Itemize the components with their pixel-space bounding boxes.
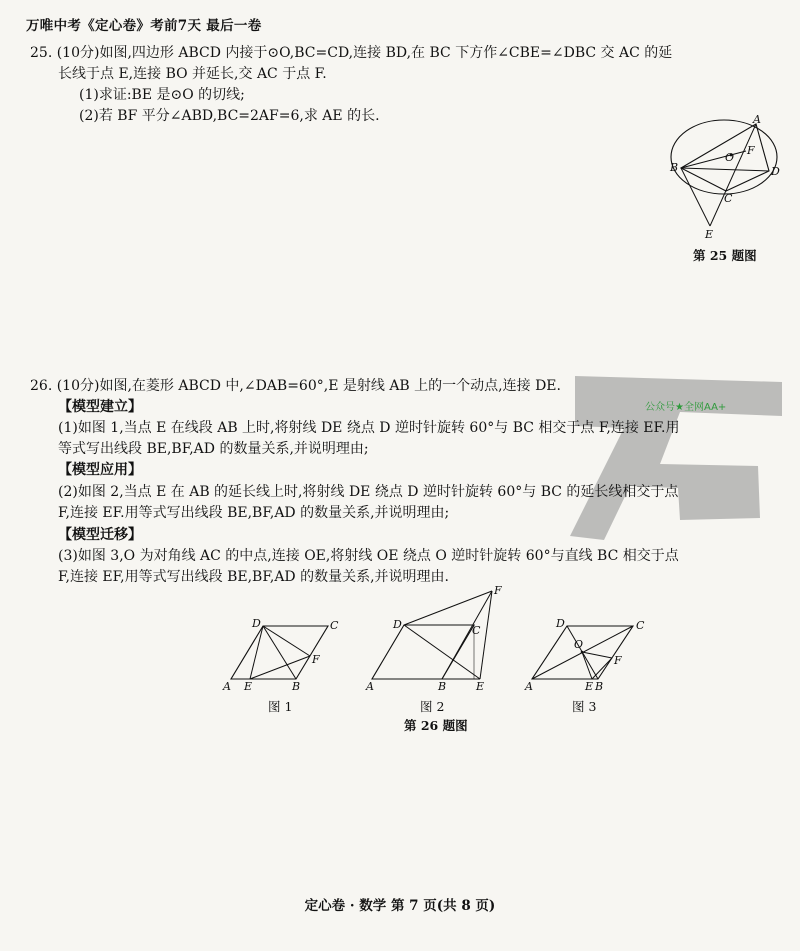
segment-df (404, 591, 492, 625)
q26-figure-1 (220, 612, 340, 694)
label-a: A (366, 680, 374, 693)
label-d: D (556, 617, 565, 630)
label-a: A (525, 680, 533, 693)
segment-bd (681, 168, 769, 171)
label-a: A (223, 680, 231, 693)
label-e: E (244, 680, 253, 693)
segment-de (250, 626, 263, 679)
label-f: F (312, 653, 320, 666)
label-a: A (753, 113, 761, 126)
label-c: C (636, 619, 645, 632)
label-b: B (438, 680, 447, 693)
label-o: O (725, 151, 735, 164)
figure-2-caption: 图 2 (420, 699, 445, 714)
label-f: F (614, 654, 622, 667)
watermark-text: 公众号★全网AA+ (645, 402, 727, 413)
q26-part1-line-2: 等式写出线段 BE,BF,AD 的数量关系,并说明理由; (58, 441, 369, 457)
q26-part3-line-1: (3)如图 3,O 为对角线 AC 的中点,连接 OE,将射线 OE 绕点 O 逆时针旋转 60°与直线 BC 相交于点 (58, 548, 679, 564)
q26-section-model-build: 【模型建立】 (58, 399, 142, 415)
label-d: D (771, 165, 780, 178)
q25-line-2: 长线于点 E,连接 BO 并延长,交 AC 于点 F. (58, 66, 327, 82)
segment-be (681, 168, 710, 226)
q25-line-1: 25. (10分)如图,四边形 ABCD 内接于⊙O,BC=CD,连接 BD,在 BC 下方作∠CBE=∠DBC 交 AC 的延 (30, 45, 673, 61)
label-o: O (574, 638, 584, 651)
label-c: C (472, 624, 481, 637)
label-b: B (292, 680, 301, 693)
segment-db (263, 626, 296, 679)
label-b: B (670, 161, 679, 174)
q26-figure-2 (362, 584, 512, 694)
q25-figure (668, 112, 793, 247)
label-d: D (252, 617, 261, 630)
segment-ef (480, 591, 492, 679)
segment-df (263, 626, 310, 656)
q26-figure-3 (522, 612, 650, 694)
rhombus-abcd (372, 625, 474, 679)
q25-figure-caption: 第 25 题图 (693, 248, 757, 263)
label-e: E (705, 228, 714, 241)
segment-of (582, 652, 612, 658)
page-header: 万唯中考《定心卷》考前7天 最后一卷 (26, 18, 262, 34)
label-c: C (330, 619, 339, 632)
segment-ef (592, 658, 612, 679)
q26-intro: 26. (10分)如图,在菱形 ABCD 中,∠DAB=60°,E 是射线 AB 上的一个动点,连接 DE. (30, 378, 561, 394)
figure-1-caption: 图 1 (268, 699, 293, 714)
label-e: E (585, 680, 594, 693)
q26-section-model-transfer: 【模型迁移】 (58, 527, 142, 543)
page-footer: 定心卷 · 数学 第 7 页(共 8 页) (304, 898, 496, 914)
point-o (581, 651, 584, 654)
q25-line-4: (2)若 BF 平分∠ABD,BC=2AF=6,求 AE 的长. (79, 108, 380, 124)
line-ae (710, 124, 756, 226)
q25-line-3: (1)求证:BE 是⊙O 的切线; (79, 87, 245, 103)
segment-bf (681, 151, 746, 168)
figure-3-caption: 图 3 (572, 699, 597, 714)
q26-part1-line-1: (1)如图 1,当点 E 在线段 AB 上时,将射线 DE 绕点 D 逆时针旋转 60°与 BC 相交于点 F,连接 EF.用 (58, 420, 680, 436)
label-b: B (595, 680, 604, 693)
segment-ef (250, 656, 310, 679)
q26-section-model-apply: 【模型应用】 (58, 462, 142, 478)
line-bf (442, 591, 492, 679)
q26-part2-line-2: F,连接 EF.用等式写出线段 BE,BF,AD 的数量关系,并说明理由; (58, 505, 450, 521)
label-f: F (747, 144, 755, 157)
watermark-logo (560, 368, 785, 553)
label-f: F (494, 584, 502, 597)
q26-part2-line-1: (2)如图 2,当点 E 在 AB 的延长线上时,将射线 DE 绕点 D 逆时针旋转 60°与 BC 的延长线相交于点 (58, 484, 679, 500)
q26-part3-line-2: F,连接 EF,用等式写出线段 BE,BF,AD 的数量关系,并说明理由. (58, 569, 450, 585)
q26-figure-caption: 第 26 题图 (404, 718, 468, 733)
label-e: E (476, 680, 485, 693)
label-d: D (393, 618, 402, 631)
label-c: C (724, 192, 733, 205)
